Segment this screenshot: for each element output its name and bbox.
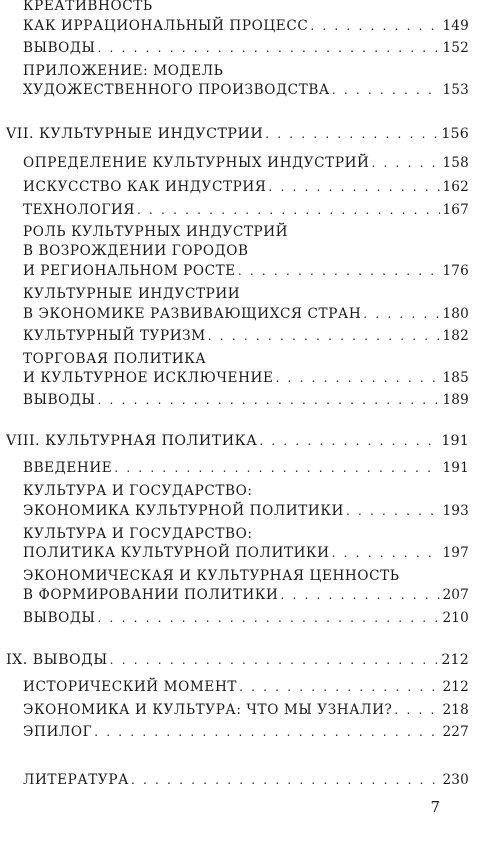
dot-leader xyxy=(280,585,440,605)
toc-page-number: 230 xyxy=(442,772,469,788)
toc-page-number: 218 xyxy=(442,702,469,718)
toc-entry-culture-state-2[interactable] xyxy=(23,543,469,563)
dot-leader xyxy=(310,16,440,36)
toc-entry-creativity-title xyxy=(23,0,469,16)
dot-leader xyxy=(259,431,439,451)
toc-entry-text: КАК ИРРАЦИОНАЛЬНЫЙ ПРОЦЕСС xyxy=(23,18,309,34)
page-number: 7 xyxy=(430,798,440,816)
dot-leader xyxy=(98,390,441,410)
toc-page-number: 176 xyxy=(442,263,469,279)
toc-entry-text: ВЫВОДЫ xyxy=(23,610,96,626)
toc-page-number: 227 xyxy=(442,724,469,740)
toc-entry-text: КУЛЬТУРА И ГОСУДАРСТВО: xyxy=(23,483,253,499)
toc-page-number: 180 xyxy=(442,306,469,322)
toc-entry-text: ХУДОЖЕСТВЕННОГО ПРОИЗВОДСТВА xyxy=(23,82,330,98)
toc-entry-culture-state-title-2 xyxy=(23,524,469,544)
toc-page-number: 185 xyxy=(442,370,469,386)
toc-entry-text: И РЕГИОНАЛЬНОМ РОСТЕ xyxy=(23,263,236,279)
dot-leader xyxy=(332,80,441,100)
toc-entry-text: ЭКОНОМИКА И КУЛЬТУРА: ЧТО МЫ УЗНАЛИ? xyxy=(23,702,393,718)
toc-entry-role-title-1 xyxy=(23,222,469,242)
dot-leader xyxy=(363,304,440,324)
toc-page-number: 191 xyxy=(441,433,469,449)
toc-chapter-9[interactable] xyxy=(6,650,469,670)
toc-entry-creativity[interactable] xyxy=(23,16,469,36)
toc-chapter-title: VIII. КУЛЬТУРНАЯ ПОЛИТИКА xyxy=(6,433,258,449)
toc-entry-text: ТЕХНОЛОГИЯ xyxy=(23,202,135,218)
toc-entry-text: ЛИТЕРАТУРА xyxy=(23,772,129,788)
toc-entry-conclusions-8[interactable] xyxy=(23,608,469,628)
toc-entry-text: ПРИЛОЖЕНИЕ: МОДЕЛЬ xyxy=(23,63,224,79)
toc-entry-text: РОЛЬ КУЛЬТУРНЫХ ИНДУСТРИЙ xyxy=(23,224,289,240)
toc-entry-text: ВЫВОДЫ xyxy=(23,40,96,56)
dot-leader xyxy=(131,770,440,790)
toc-entry-trade-title xyxy=(23,349,469,369)
toc-chapter-title: VII. КУЛЬТУРНЫЕ ИНДУСТРИИ xyxy=(6,126,264,142)
dot-leader xyxy=(276,368,441,388)
toc-entry-definition[interactable] xyxy=(23,153,469,173)
toc-page-number: 212 xyxy=(442,679,469,695)
toc-entry-trade[interactable] xyxy=(23,368,469,388)
toc-entry-art-industry[interactable] xyxy=(23,177,469,197)
toc-entry-role-title-2 xyxy=(23,241,469,261)
dot-leader xyxy=(98,608,441,628)
toc-entry-conclusions-6[interactable] xyxy=(23,38,469,58)
dot-leader xyxy=(110,650,440,670)
toc-entry-text: ОПРЕДЕЛЕНИЕ КУЛЬТУРНЫХ ИНДУСТРИЙ xyxy=(23,155,370,171)
toc-entry-literature[interactable] xyxy=(23,770,469,790)
dot-leader xyxy=(94,722,440,742)
toc-page-number: 153 xyxy=(442,82,469,98)
toc-entry-text: ПОЛИТИКА КУЛЬТУРНОЙ ПОЛИТИКИ xyxy=(23,545,330,561)
toc-page-number: 197 xyxy=(442,545,469,561)
toc-entry-conclusions-7[interactable] xyxy=(23,390,469,410)
toc-entry-developing[interactable] xyxy=(23,304,469,324)
toc-entry-text: КУЛЬТУРА И ГОСУДАРСТВО: xyxy=(23,526,253,542)
dot-leader xyxy=(268,177,440,197)
toc-page-number: 149 xyxy=(442,18,469,34)
toc-entry-culture-state-1[interactable] xyxy=(23,501,469,521)
toc-entry-text: КУЛЬТУРНЫЕ ИНДУСТРИИ xyxy=(23,286,241,302)
toc-entry-text: ВЫВОДЫ xyxy=(23,392,96,408)
toc-page-number: 193 xyxy=(442,503,469,519)
toc-entry-text: ИСКУССТВО КАК ИНДУСТРИЯ xyxy=(23,179,267,195)
dot-leader xyxy=(114,458,440,478)
toc-page-number: 152 xyxy=(442,40,469,56)
toc-page-number: 191 xyxy=(442,460,469,476)
toc-entry-text: В ФОРМИРОВАНИИ ПОЛИТИКИ xyxy=(23,587,279,603)
toc-entry-tourism[interactable] xyxy=(23,326,469,346)
toc-entry-text: В ЭКОНОМИКЕ РАЗВИВАЮЩИХСЯ СТРАН xyxy=(23,306,362,322)
dot-leader xyxy=(239,677,440,697)
toc-page-number: 156 xyxy=(441,126,469,142)
dot-leader xyxy=(372,153,441,173)
toc-page-number: 182 xyxy=(442,328,469,344)
toc-chapter-8[interactable] xyxy=(6,431,469,451)
toc-entry-text: КРЕАТИВНОСТЬ xyxy=(23,0,153,14)
toc-entry-developing-title xyxy=(23,284,469,304)
toc-entry-value[interactable] xyxy=(23,585,469,605)
toc-entry-text: ЭКОНОМИЧЕСКАЯ И КУЛЬТУРНАЯ ЦЕННОСТЬ xyxy=(23,568,400,584)
toc-entry-introduction[interactable] xyxy=(23,458,469,478)
dot-leader xyxy=(98,38,441,58)
toc-entry-role[interactable] xyxy=(23,261,469,281)
toc-page-number: 207 xyxy=(442,587,469,603)
dot-leader xyxy=(137,200,440,220)
toc-entry-appendix-title xyxy=(23,61,469,81)
toc-page-number: 210 xyxy=(442,610,469,626)
toc-entry-text: ТОРГОВАЯ ПОЛИТИКА xyxy=(23,351,207,367)
toc-page-number: 162 xyxy=(442,179,469,195)
toc-entry-historic-moment[interactable] xyxy=(23,677,469,697)
dot-leader xyxy=(332,543,441,563)
toc-chapter-title: IX. ВЫВОДЫ xyxy=(6,652,108,668)
toc-entry-economy-culture[interactable] xyxy=(23,700,469,720)
toc-page-number: 212 xyxy=(441,652,469,668)
toc-entry-text: ИСТОРИЧЕСКИЙ МОМЕНТ xyxy=(23,679,238,695)
toc-entry-text: КУЛЬТУРНЫЙ ТУРИЗМ xyxy=(23,328,206,344)
toc-entry-epilogue[interactable] xyxy=(23,722,469,742)
dot-leader xyxy=(265,124,439,144)
dot-leader xyxy=(238,261,441,281)
toc-entry-text: ЭКОНОМИКА КУЛЬТУРНОЙ ПОЛИТИКИ xyxy=(23,503,344,519)
dot-leader xyxy=(208,326,441,346)
dot-leader xyxy=(394,700,440,720)
toc-entry-technology[interactable] xyxy=(23,200,469,220)
toc-entry-culture-state-title-1 xyxy=(23,481,469,501)
toc-page-number: 158 xyxy=(442,155,469,171)
dot-leader xyxy=(346,501,441,521)
toc-chapter-7[interactable] xyxy=(6,124,469,144)
toc-page-number: 189 xyxy=(442,392,469,408)
toc-page-number: 167 xyxy=(442,202,469,218)
toc-entry-text: ЭПИЛОГ xyxy=(23,724,93,740)
toc-entry-text: В ВОЗРОЖДЕНИИ ГОРОДОВ xyxy=(23,243,249,259)
toc-entry-text: ВВЕДЕНИЕ xyxy=(23,460,113,476)
toc-entry-text: И КУЛЬТУРНОЕ ИСКЛЮЧЕНИЕ xyxy=(23,370,274,386)
toc-entry-value-title xyxy=(23,566,469,586)
toc-entry-appendix[interactable] xyxy=(23,80,469,100)
